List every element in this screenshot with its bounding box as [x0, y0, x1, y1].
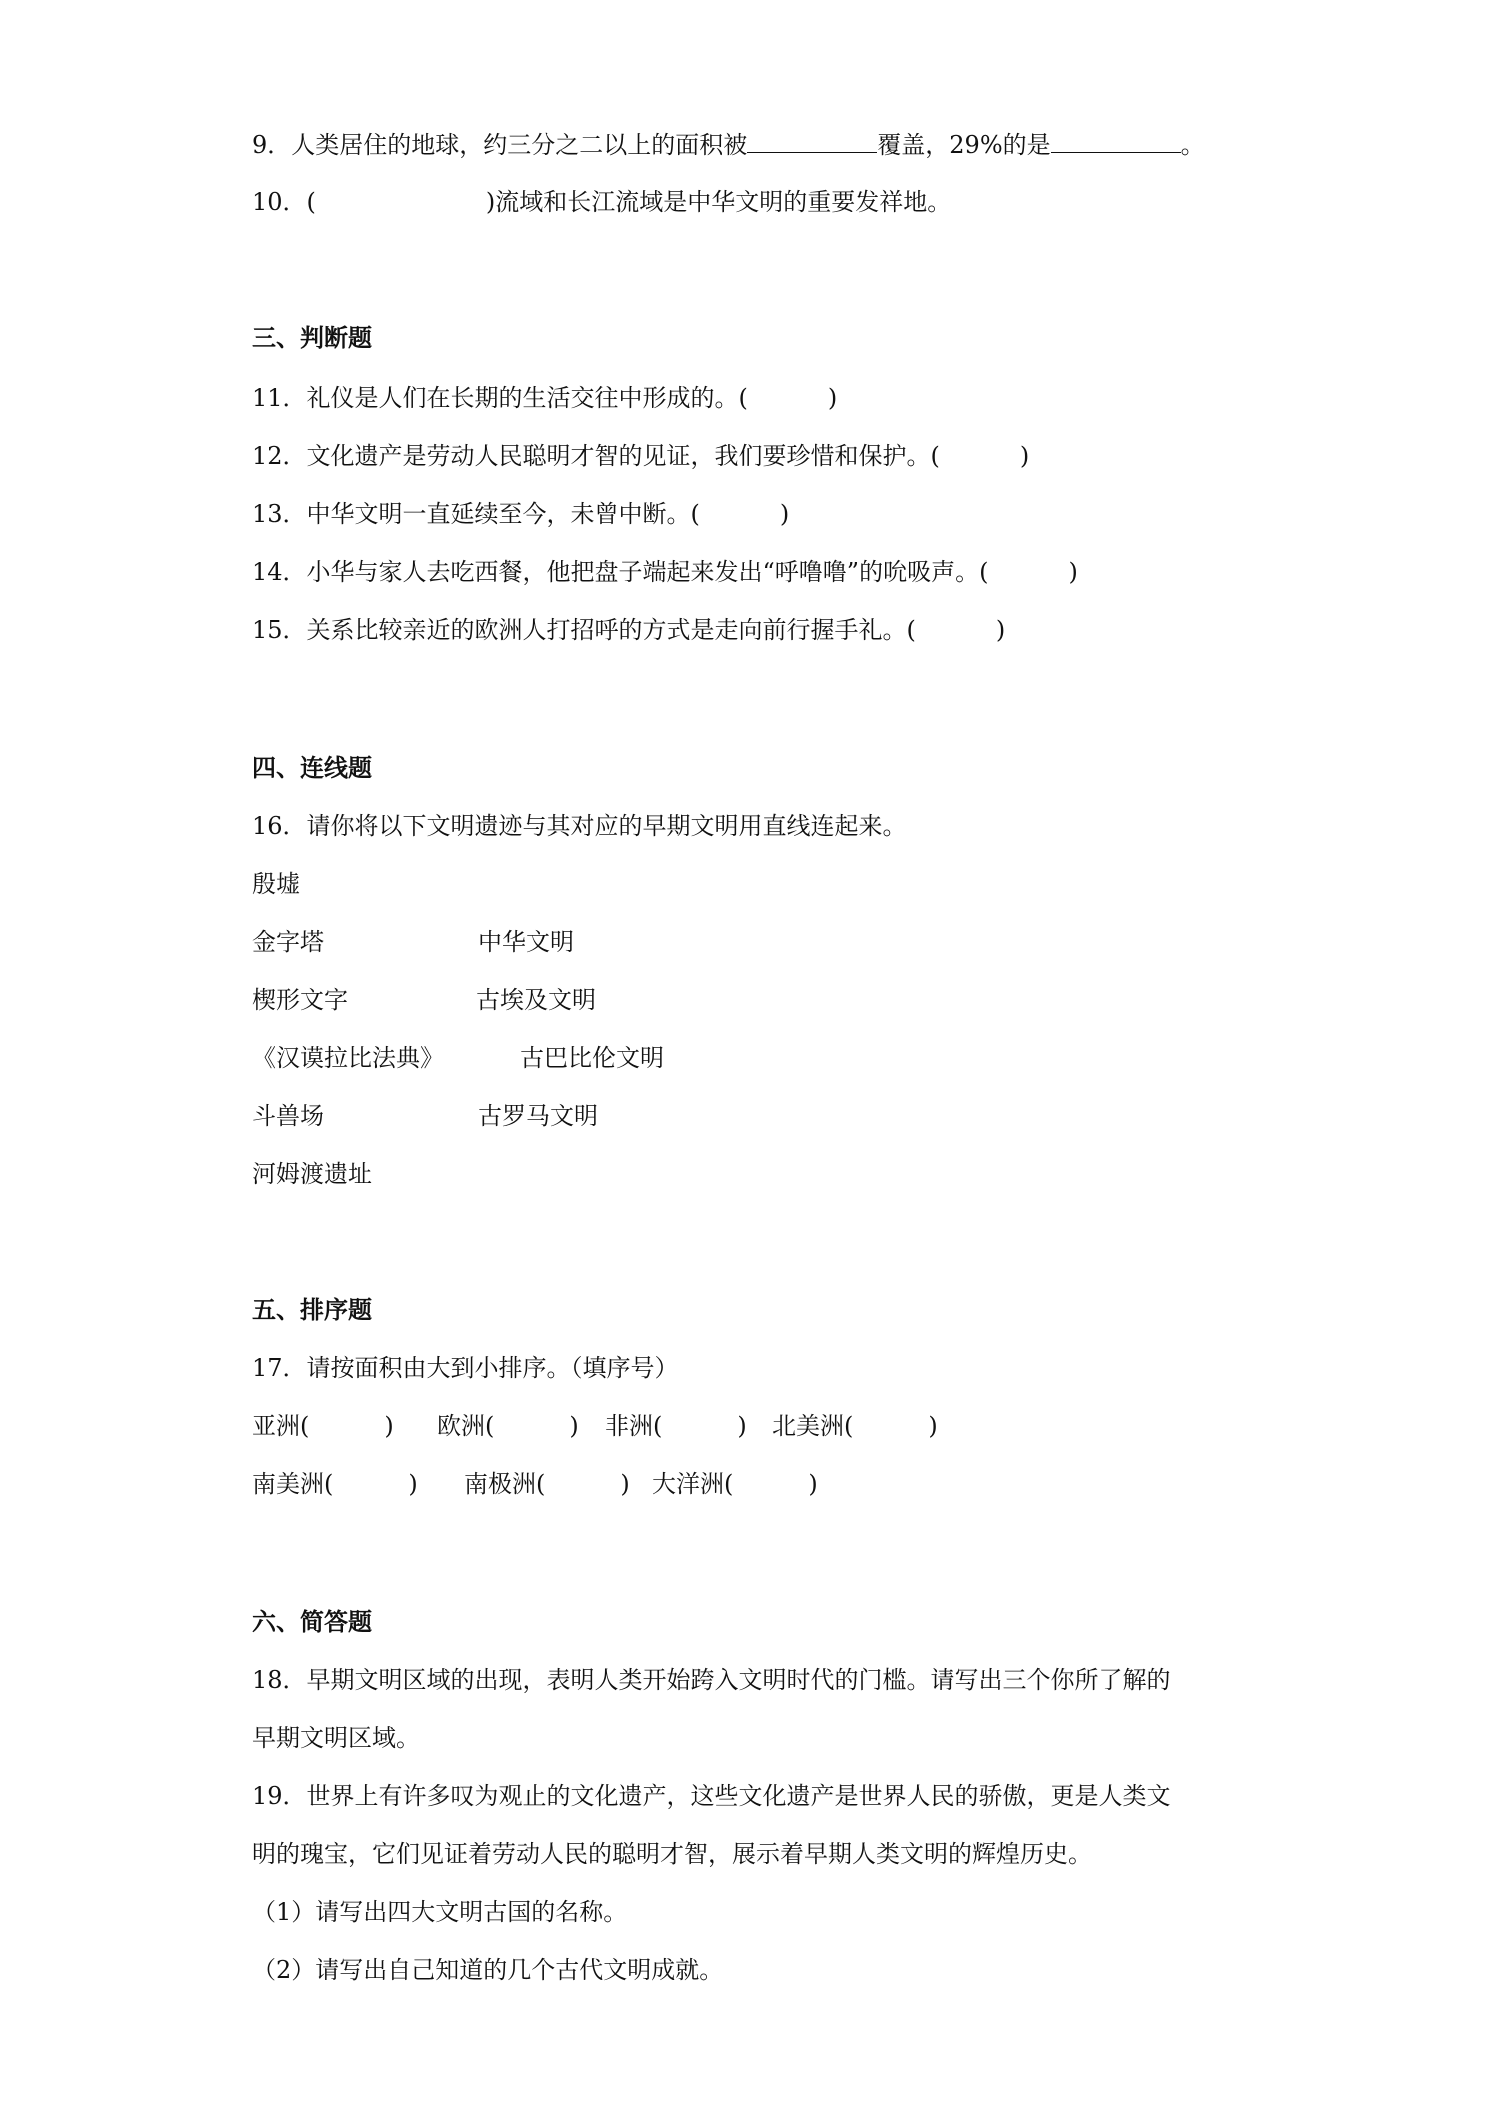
question-9-text-b: 覆盖，29%的是	[877, 131, 1051, 159]
question-9-text-a: 9．人类居住的地球，约三分之二以上的面积被	[252, 131, 748, 159]
close-paren: )	[620, 1470, 630, 1498]
match-right-item[interactable]: 中华文明	[478, 928, 574, 956]
question-12	[252, 440, 1029, 472]
close-paren: )	[995, 616, 1006, 644]
question-13	[252, 498, 789, 530]
order-label: 欧洲(	[437, 1412, 495, 1440]
question-text: 14．小华与家人去吃西餐，他把盘子端起来发出“呼噜噜”的吮吸声。(	[252, 558, 989, 586]
close-paren: )	[1019, 442, 1030, 470]
order-item	[252, 1410, 437, 1442]
order-row-1	[252, 1410, 938, 1442]
close-paren: )	[1068, 558, 1078, 586]
question-10-text-b: )流域和长江流域是中华文明的重要发祥地。	[485, 188, 952, 216]
close-paren: )	[384, 1412, 394, 1440]
section-heading-match: 四、连线题	[252, 754, 372, 782]
question-10	[252, 186, 951, 218]
question-9-text-c: 。	[1180, 131, 1205, 159]
question-text: 11．礼仪是人们在长期的生活交往中形成的。(	[252, 384, 748, 412]
order-label: 大洋洲(	[652, 1470, 734, 1498]
question-18-line-1: 18．早期文明区域的出现，表明人类开始跨入文明时代的门槛。请写出三个你所了解的	[252, 1666, 1171, 1694]
match-left-item[interactable]: 河姆渡遗址	[252, 1160, 372, 1188]
section-heading-order: 五、排序题	[252, 1296, 372, 1324]
answer-blank[interactable]	[747, 128, 877, 153]
order-label: 北美洲(	[772, 1412, 854, 1440]
order-item	[437, 1410, 605, 1442]
question-11	[252, 382, 837, 414]
question-18-line-2: 早期文明区域。	[252, 1724, 420, 1752]
close-paren: )	[569, 1412, 579, 1440]
question-text: 15．关系比较亲近的欧洲人打招呼的方式是走向前行握手礼。(	[252, 616, 916, 644]
section-heading-short: 六、简答题	[252, 1608, 372, 1636]
question-text: 13．中华文明一直延续至今，未曾中断。(	[252, 500, 700, 528]
match-left-item[interactable]: 楔形文字	[252, 986, 348, 1014]
section-heading-judge: 三、判断题	[252, 324, 372, 352]
order-item	[252, 1468, 464, 1500]
order-label: 亚洲(	[252, 1412, 310, 1440]
match-left-item[interactable]: 金字塔	[252, 928, 324, 956]
order-label: 南美洲(	[252, 1470, 334, 1498]
order-item	[652, 1468, 818, 1500]
order-row-2	[252, 1468, 818, 1500]
question-15	[252, 614, 1005, 646]
answer-blank[interactable]	[1051, 128, 1181, 153]
match-left-item[interactable]: 《汉谟拉比法典》	[252, 1044, 444, 1072]
match-right-item[interactable]: 古巴比伦文明	[520, 1044, 664, 1072]
close-paren: )	[928, 1412, 938, 1440]
match-left-item[interactable]: 斗兽场	[252, 1102, 324, 1130]
order-item	[605, 1410, 772, 1442]
order-item	[464, 1468, 652, 1500]
question-10-text-a: 10．(	[252, 188, 316, 216]
question-14	[252, 556, 1078, 588]
close-paren: )	[408, 1470, 418, 1498]
match-left-item[interactable]: 殷墟	[252, 870, 300, 898]
close-paren: )	[737, 1412, 747, 1440]
close-paren: )	[779, 500, 790, 528]
order-item	[772, 1410, 938, 1442]
close-paren: )	[808, 1470, 818, 1498]
question-19-sub-2: （2）请写出自己知道的几个古代文明成就。	[252, 1956, 724, 1984]
close-paren: )	[827, 384, 838, 412]
match-right-item[interactable]: 古罗马文明	[478, 1102, 598, 1130]
order-label: 非洲(	[605, 1412, 663, 1440]
question-16: 16．请你将以下文明遗迹与其对应的早期文明用直线连起来。	[252, 812, 907, 840]
match-right-item[interactable]: 古埃及文明	[476, 986, 596, 1014]
order-label: 南极洲(	[464, 1470, 546, 1498]
question-text: 12．文化遗产是劳动人民聪明才智的见证，我们要珍惜和保护。(	[252, 442, 940, 470]
question-9	[252, 128, 1205, 161]
question-19-line-2: 明的瑰宝，它们见证着劳动人民的聪明才智，展示着早期人类文明的辉煌历史。	[252, 1840, 1092, 1868]
question-19-sub-1: （1）请写出四大文明古国的名称。	[252, 1898, 628, 1926]
question-19-line-1: 19．世界上有许多叹为观止的文化遗产，这些文化遗产是世界人民的骄傲，更是人类文	[252, 1782, 1171, 1810]
question-17: 17．请按面积由大到小排序。（填序号）	[252, 1354, 679, 1382]
